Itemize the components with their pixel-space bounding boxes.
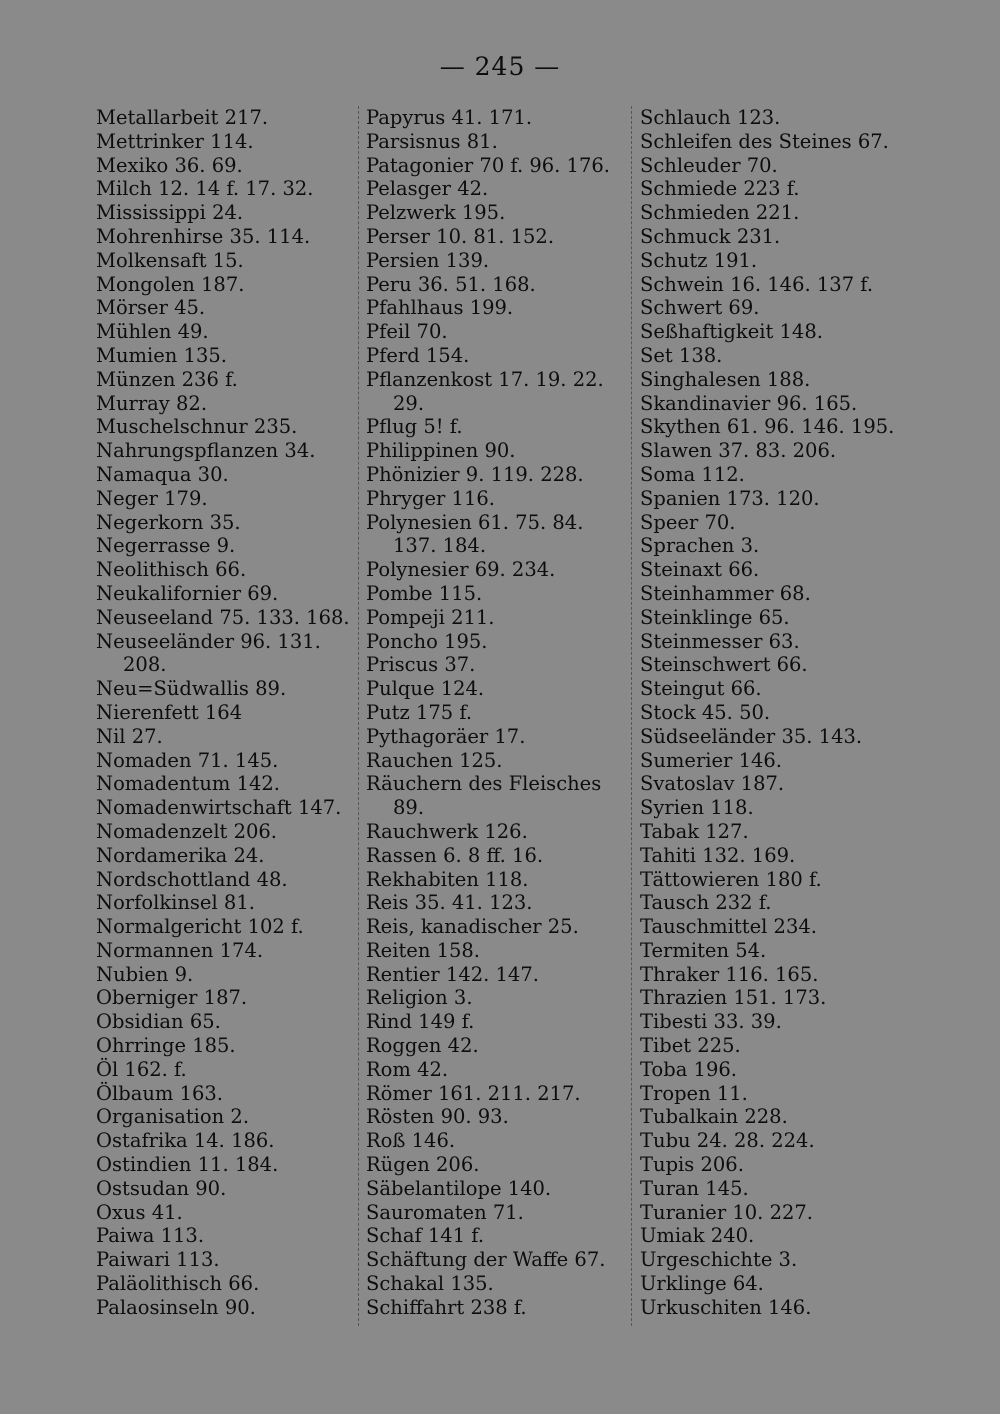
index-entry: Rekhabiten 118. [366, 867, 529, 891]
index-entry: Rauchen 125. [366, 748, 503, 772]
index-entry: Seßhaftigkeit 148. [640, 320, 823, 344]
index-entry: Mexiko 36. 69. [96, 153, 243, 177]
index-entry: Singhalesen 188. [640, 367, 811, 391]
index-entry: Soma 112. [640, 462, 745, 486]
index-entry: Molkensaft 15. [96, 248, 244, 272]
index-entry: Schmieden 221. [640, 201, 800, 225]
index-entry: Pythagoräer 17. [366, 724, 526, 748]
index-entry: Schwert 69. [640, 296, 760, 320]
index-entry: Rügen 206. [366, 1153, 480, 1177]
index-entry: Skythen 61. 96. 146. 195. [640, 415, 895, 439]
index-entry: Schiffahrt 238 f. [366, 1295, 527, 1319]
index-entry: Pombe 115. [366, 581, 483, 605]
index-entry: Ohrringe 185. [96, 1034, 236, 1058]
index-entry: Schaf 141 f. [366, 1224, 485, 1248]
index-entry: Nordamerika 24. [96, 843, 265, 867]
index-entry: Termiten 54. [640, 938, 767, 962]
index-entry: Tubu 24. 28. 224. [640, 1129, 815, 1153]
index-entry: Mongolen 187. [96, 272, 245, 296]
index-entry: Paiwa 113. [96, 1224, 205, 1248]
index-column-1 [96, 106, 354, 1320]
index-entry: Mohrenhirse 35. 114. [96, 224, 311, 248]
index-entry: Schutz 191. [640, 248, 758, 272]
index-entry: Ostafrika 14. 186. [96, 1129, 275, 1153]
index-entry: Perser 10. 81. 152. [366, 224, 555, 248]
index-entry: Reis, kanadischer 25. [366, 915, 579, 939]
index-entry: Syrien 118. [640, 796, 754, 820]
index-entry: Rauchwerk 126. [366, 819, 528, 843]
index-entry: Phönizier 9. 119. 228. [366, 462, 584, 486]
index-entry: Pfeil 70. [366, 320, 448, 344]
index-entry: Spanien 173. 120. [640, 486, 820, 510]
index-entry: Ostsudan 90. [96, 1176, 227, 1200]
index-entry: Polynesien 61. 75. 84. [366, 510, 584, 534]
index-entry: Schmuck 231. [640, 224, 781, 248]
index-entry: Urklinge 64. [640, 1272, 764, 1296]
index-entry: Set 138. [640, 343, 723, 367]
index-entry: Phryger 116. [366, 486, 495, 510]
index-entry: Speer 70. [640, 510, 736, 534]
index-entry: Mumien 135. [96, 343, 227, 367]
index-entry: Pompeji 211. [366, 605, 495, 629]
index-entry: Pflanzenkost 17. 19. 22. [366, 367, 604, 391]
index-entry: Rösten 90. 93. [366, 1105, 509, 1129]
index-entry: Pfahlhaus 199. [366, 296, 514, 320]
index-entry: Thraker 116. 165. [640, 962, 819, 986]
index-entry: Slawen 37. 83. 206. [640, 439, 837, 463]
index-entry: Rom 42. [366, 1057, 449, 1081]
index-entry: Tupis 206. [640, 1153, 744, 1177]
index-entry: Rentier 142. 147. [366, 962, 539, 986]
index-entry: Svatoslav 187. [640, 772, 785, 796]
index-entry: Toba 196. [640, 1057, 737, 1081]
index-entry: Öl 162. f. [96, 1057, 187, 1081]
index-entry: Tibesti 33. 39. [640, 1010, 782, 1034]
column-divider [631, 106, 632, 1326]
index-entry: Organisation 2. [96, 1105, 250, 1129]
index-entry: Obsidian 65. [96, 1010, 221, 1034]
index-entry: Negerkorn 35. [96, 510, 241, 534]
column-divider [358, 106, 359, 1326]
index-entry: Tubalkain 228. [640, 1105, 788, 1129]
index-entry: Steingut 66. [640, 677, 762, 701]
index-entry: Pelasger 42. [366, 177, 489, 201]
index-entry: Steinklinge 65. [640, 605, 790, 629]
index-entry: Ölbaum 163. [96, 1081, 223, 1105]
index-entry: Nordschottland 48. [96, 867, 288, 891]
index-entry: Thrazien 151. 173. [640, 986, 827, 1010]
index-entry: Nahrungspflanzen 34. [96, 439, 316, 463]
index-entry: Neuseeland 75. 133. 168. [96, 605, 350, 629]
index-entry: Turan 145. [640, 1176, 749, 1200]
index-entry: Pflug 5! f. [366, 415, 463, 439]
index-entry: Tausch 232 f. [640, 891, 772, 915]
index-entry: Neu=Südwallis 89. [96, 677, 287, 701]
index-entry: Roggen 42. [366, 1034, 479, 1058]
index-entry: Ostindien 11. 184. [96, 1153, 279, 1177]
index-entry: Rind 149 f. [366, 1010, 475, 1034]
index-entry: Urgeschichte 3. [640, 1248, 798, 1272]
index-entry: Münzen 236 f. [96, 367, 238, 391]
index-entry: Mettrinker 114. [96, 129, 254, 153]
index-entry: Säbelantilope 140. [366, 1176, 552, 1200]
index-entry: Peru 36. 51. 168. [366, 272, 536, 296]
index-entry: Pelzwerk 195. [366, 201, 506, 225]
index-entry: Normalgericht 102 f. [96, 915, 304, 939]
index-entry-continuation: 137. 184. [393, 534, 487, 558]
index-entry: Muschelschnur 235. [96, 415, 298, 439]
index-entry: Paläolithisch 66. [96, 1272, 260, 1296]
index-entry-continuation: 29. [393, 391, 425, 415]
index-entry: Milch 12. 14 f. 17. 32. [96, 177, 314, 201]
index-column-2 [366, 106, 628, 1320]
index-entry-continuation: 208. [123, 653, 167, 677]
index-entry: Nubien 9. [96, 962, 194, 986]
index-entry: Nil 27. [96, 724, 163, 748]
index-entry: Parsisnus 81. [366, 129, 498, 153]
index-entry: Palaosinseln 90. [96, 1295, 256, 1319]
index-entry: Steinschwert 66. [640, 653, 808, 677]
index-entry: Pulque 124. [366, 677, 485, 701]
index-entry: Oxus 41. [96, 1200, 183, 1224]
index-entry: Namaqua 30. [96, 462, 229, 486]
index-entry: Sprachen 3. [640, 534, 760, 558]
index-entry: Tropen 11. [640, 1081, 748, 1105]
index-entry: Räuchern des Fleisches [366, 772, 602, 796]
index-entry: Mörser 45. [96, 296, 206, 320]
index-entry: Neger 179. [96, 486, 208, 510]
index-entry: Murray 82. [96, 391, 208, 415]
index-entry: Rassen 6. 8 ff. 16. [366, 843, 544, 867]
index-entry: Neolithisch 66. [96, 558, 247, 582]
index-entry: Metallarbeit 217. [96, 106, 269, 129]
index-entry: Skandinavier 96. 165. [640, 391, 858, 415]
index-entry: Poncho 195. [366, 629, 488, 653]
index-entry: Patagonier 70 f. 96. 176. [366, 153, 610, 177]
index-entry: Nomadenwirtschaft 147. [96, 796, 342, 820]
index-entry: Tibet 225. [640, 1034, 741, 1058]
index-entry: Mühlen 49. [96, 320, 209, 344]
index-entry: Steinaxt 66. [640, 558, 760, 582]
index-entry: Neuseeländer 96. 131. [96, 629, 321, 653]
index-entry: Römer 161. 211. 217. [366, 1081, 581, 1105]
index-entry: Pferd 154. [366, 343, 470, 367]
index-entry: Schleuder 70. [640, 153, 778, 177]
index-entry: Mississippi 24. [96, 201, 244, 225]
index-entry: Negerrasse 9. [96, 534, 236, 558]
index-entry: Nomadenzelt 206. [96, 819, 278, 843]
index-entry: Schmiede 223 f. [640, 177, 800, 201]
index-entry: Schäftung der Waffe 67. [366, 1248, 606, 1272]
index-entry: Nomaden 71. 145. [96, 748, 279, 772]
index-entry: Reiten 158. [366, 938, 481, 962]
index-entry: Religion 3. [366, 986, 473, 1010]
index-entry: Persien 139. [366, 248, 490, 272]
index-entry: Steinhammer 68. [640, 581, 811, 605]
index-entry: Schlauch 123. [640, 106, 781, 129]
index-entry: Schleifen des Steines 67. [640, 129, 889, 153]
index-entry: Schakal 135. [366, 1272, 494, 1296]
index-entry: Nierenfett 164 [96, 700, 243, 724]
index-entry: Papyrus 41. 171. [366, 106, 533, 129]
index-entry: Sauromaten 71. [366, 1200, 524, 1224]
index-entry: Philippinen 90. [366, 439, 516, 463]
index-entry: Priscus 37. [366, 653, 476, 677]
index-column-3 [640, 106, 902, 1320]
index-entry-continuation: 89. [393, 796, 425, 820]
index-entry: Umiak 240. [640, 1224, 755, 1248]
index-entry: Polynesier 69. 234. [366, 558, 556, 582]
index-entry: Tahiti 132. 169. [640, 843, 796, 867]
index-entry: Oberniger 187. [96, 986, 248, 1010]
index-entry: Tabak 127. [640, 819, 749, 843]
index-entry: Nomadentum 142. [96, 772, 281, 796]
index-entry: Neukalifornier 69. [96, 581, 279, 605]
index-entry: Normannen 174. [96, 938, 264, 962]
index-entry: Schwein 16. 146. 137 f. [640, 272, 874, 296]
index-entry: Turanier 10. 227. [640, 1200, 813, 1224]
index-entry: Südseeländer 35. 143. [640, 724, 863, 748]
page-number: — 245 — [439, 52, 561, 81]
index-entry: Tauschmittel 234. [640, 915, 817, 939]
index-entry: Stock 45. 50. [640, 700, 771, 724]
index-entry: Reis 35. 41. 123. [366, 891, 533, 915]
index-entry: Sumerier 146. [640, 748, 782, 772]
index-entry: Roß 146. [366, 1129, 456, 1153]
index-entry: Paiwari 113. [96, 1248, 220, 1272]
index-entry: Putz 175 f. [366, 700, 473, 724]
index-entry: Tättowieren 180 f. [640, 867, 822, 891]
index-entry: Norfolkinsel 81. [96, 891, 255, 915]
index-entry: Urkuschiten 146. [640, 1295, 812, 1319]
index-entry: Steinmesser 63. [640, 629, 800, 653]
